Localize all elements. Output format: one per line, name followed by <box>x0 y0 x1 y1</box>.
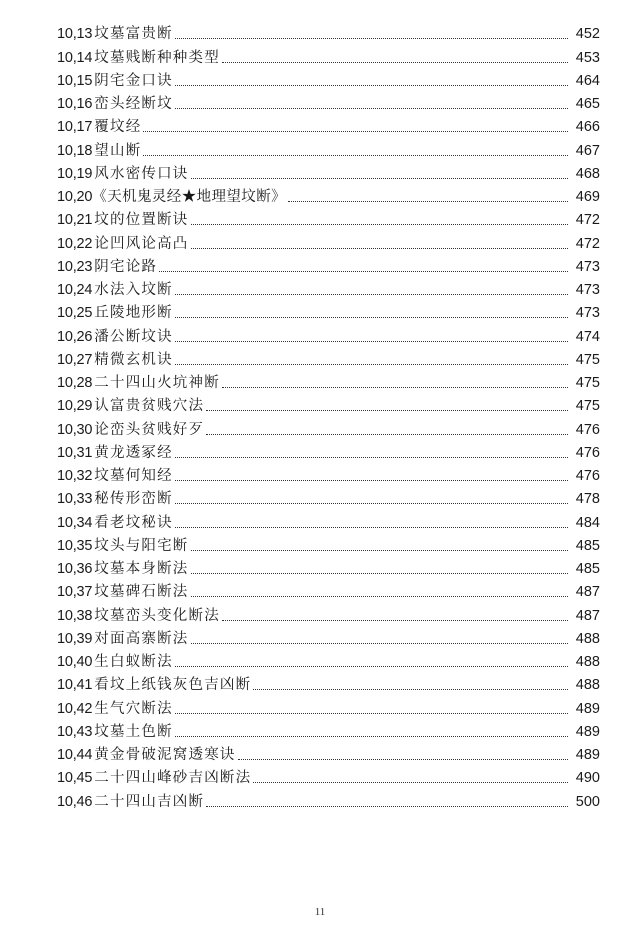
entry-title: 黄龙透冢经 <box>94 444 173 461</box>
entry-page: 484 <box>575 514 600 531</box>
entry-page: 489 <box>575 747 600 763</box>
entry-page: 467 <box>575 142 600 159</box>
entry-page: 473 <box>575 282 600 298</box>
entry-number: 10,18 <box>57 142 93 159</box>
toc-entry <box>57 43 600 66</box>
entry-number: 10,46 <box>57 793 93 810</box>
entry-page: 476 <box>575 444 600 461</box>
dot-leader <box>206 434 568 435</box>
dot-leader <box>159 271 568 272</box>
toc-entry <box>57 369 600 392</box>
toc-entry <box>57 718 600 741</box>
toc-entry <box>57 299 600 322</box>
dot-leader <box>175 38 568 39</box>
entry-number: 10,42 <box>57 700 93 717</box>
dot-leader <box>175 736 568 737</box>
dot-leader <box>175 294 568 295</box>
entry-page: 466 <box>575 119 600 136</box>
entry-title: 论凹风论高凸 <box>94 235 189 252</box>
dot-leader <box>143 131 568 132</box>
toc-entry <box>57 578 600 601</box>
entry-number: 10,43 <box>57 723 93 740</box>
dot-leader <box>253 689 568 690</box>
entry-number: 10,39 <box>57 630 93 647</box>
dot-leader <box>175 108 568 109</box>
entry-number: 10,40 <box>57 654 93 670</box>
entry-number: 10,14 <box>57 49 93 66</box>
dot-leader <box>222 62 568 63</box>
entry-page: 476 <box>575 421 600 438</box>
entry-title: 风水密传口诀 <box>94 165 189 182</box>
toc-entry <box>57 90 600 113</box>
dot-leader <box>238 759 568 760</box>
entry-page: 472 <box>575 235 600 252</box>
entry-title: 坟墓碑石断法 <box>94 584 189 601</box>
toc-entry <box>57 253 600 276</box>
dot-leader <box>206 410 568 411</box>
entry-number: 10,17 <box>57 119 93 136</box>
toc-entry <box>57 439 600 462</box>
dot-leader <box>143 155 568 156</box>
entry-page: 469 <box>575 189 600 205</box>
entry-page: 490 <box>575 770 600 787</box>
entry-number: 10,37 <box>57 584 93 601</box>
entry-title: 《天机鬼灵经★地理望坟断》 <box>92 189 286 205</box>
page-number: 11 <box>314 906 326 918</box>
entry-number: 10,29 <box>57 398 93 415</box>
dot-leader <box>175 364 568 365</box>
entry-title: 阴宅论路 <box>94 258 158 275</box>
toc-entry <box>57 229 600 252</box>
entry-title: 二十四山吉凶断 <box>94 793 205 810</box>
dot-leader <box>175 85 568 86</box>
entry-number: 10,20 <box>57 189 93 205</box>
toc-entry <box>57 346 600 369</box>
toc-entry <box>57 648 600 671</box>
entry-title: 潘公断坟诀 <box>94 328 173 345</box>
dot-leader <box>175 503 568 504</box>
entry-title: 坟的位置断诀 <box>94 212 189 229</box>
entry-number: 10,16 <box>57 96 93 112</box>
toc-entry <box>57 276 600 299</box>
entry-title: 覆坟经 <box>94 119 142 136</box>
toc-entry <box>57 764 600 787</box>
dot-leader <box>191 573 569 574</box>
dot-leader <box>253 782 568 783</box>
toc-entry <box>57 625 600 648</box>
toc-entry <box>57 508 600 531</box>
entry-title: 丘陵地形断 <box>94 305 173 322</box>
entry-title: 秘传形峦断 <box>94 491 173 508</box>
entry-page: 485 <box>575 561 600 577</box>
entry-number: 10,15 <box>57 72 93 89</box>
entry-title: 黄金骨破泥窝透寒诀 <box>94 747 236 763</box>
entry-page: 488 <box>575 677 600 694</box>
toc-entry <box>57 694 600 717</box>
toc-entry <box>57 392 600 415</box>
entry-page: 485 <box>575 537 600 554</box>
entry-page: 487 <box>575 584 600 601</box>
entry-page: 475 <box>575 351 600 368</box>
entry-number: 10,30 <box>57 421 93 438</box>
entry-title: 对面高寨断法 <box>94 630 189 647</box>
entry-title: 生气穴断法 <box>94 700 173 717</box>
entry-page: 473 <box>575 258 600 275</box>
entry-title: 生白蚁断法 <box>94 654 173 670</box>
toc-entry <box>57 322 600 345</box>
entry-page: 488 <box>575 654 600 670</box>
entry-title: 看坟上纸钱灰色吉凶断 <box>94 677 252 694</box>
toc-entry <box>57 787 600 810</box>
entry-title: 二十四山火坑神断 <box>94 375 220 391</box>
entry-title: 阴宅金口诀 <box>94 72 173 89</box>
entry-number: 10,13 <box>57 26 93 43</box>
entry-number: 10,25 <box>57 305 93 322</box>
entry-page: 464 <box>575 72 600 89</box>
entry-number: 10,33 <box>57 491 93 508</box>
entry-page: 487 <box>575 607 600 624</box>
entry-number: 10,35 <box>57 537 93 554</box>
toc-entry <box>57 67 600 90</box>
entry-title: 坟墓富贵断 <box>94 26 173 43</box>
dot-leader <box>222 620 568 621</box>
entry-number: 10,44 <box>57 747 93 763</box>
entry-number: 10,38 <box>57 607 93 624</box>
entry-title: 水法入坟断 <box>94 282 173 298</box>
entry-page: 453 <box>575 49 600 66</box>
entry-page: 475 <box>575 375 600 391</box>
entry-number: 10,26 <box>57 328 93 345</box>
toc-entry <box>57 183 600 206</box>
entry-page: 468 <box>575 165 600 182</box>
dot-leader <box>175 666 568 667</box>
dot-leader <box>191 550 569 551</box>
entry-title: 论峦头贫贱好歹 <box>94 421 205 438</box>
dot-leader <box>288 201 568 202</box>
entry-title: 峦头经断坟 <box>94 96 173 112</box>
entry-number: 10,34 <box>57 514 93 531</box>
dot-leader <box>191 178 569 179</box>
entry-number: 10,24 <box>57 282 93 298</box>
toc-entry <box>57 136 600 159</box>
entry-number: 10,28 <box>57 375 93 391</box>
entry-number: 10,21 <box>57 212 93 229</box>
toc-entry <box>57 462 600 485</box>
entry-title: 坟墓贱断种种类型 <box>94 49 220 66</box>
entry-number: 10,45 <box>57 770 93 787</box>
entry-page: 474 <box>575 328 600 345</box>
entry-number: 10,31 <box>57 444 93 461</box>
entry-title: 看老坟秘诀 <box>94 514 173 531</box>
entry-page: 478 <box>575 491 600 508</box>
entry-title: 精微玄机诀 <box>94 351 173 368</box>
toc-entry <box>57 113 600 136</box>
dot-leader <box>175 457 568 458</box>
dot-leader <box>175 480 568 481</box>
entry-title: 坟墓峦头变化断法 <box>94 607 220 624</box>
dot-leader <box>175 341 568 342</box>
entry-page: 500 <box>575 793 600 810</box>
entry-title: 坟头与阳宅断 <box>94 537 189 554</box>
entry-number: 10,32 <box>57 468 93 484</box>
toc-entry <box>57 415 600 438</box>
entry-number: 10,36 <box>57 561 93 577</box>
toc-entry <box>57 741 600 764</box>
entry-page: 472 <box>575 212 600 229</box>
entry-title: 坟墓何知经 <box>94 468 173 484</box>
toc-entry <box>57 485 600 508</box>
entry-page: 488 <box>575 630 600 647</box>
toc-entry <box>57 206 600 229</box>
dot-leader <box>191 224 569 225</box>
entry-page: 465 <box>575 96 600 112</box>
entry-page: 452 <box>575 26 600 43</box>
entry-page: 475 <box>575 398 600 415</box>
entry-title: 望山断 <box>94 142 142 159</box>
entry-title: 认富贵贫贱穴法 <box>94 398 205 415</box>
entry-number: 10,27 <box>57 351 93 368</box>
dot-leader <box>175 527 568 528</box>
toc-entry <box>57 555 600 578</box>
dot-leader <box>222 387 568 388</box>
toc-entry <box>57 671 600 694</box>
dot-leader <box>206 806 568 807</box>
dot-leader <box>191 596 569 597</box>
entry-number: 10,19 <box>57 165 93 182</box>
entry-number: 10,23 <box>57 258 93 275</box>
entry-page: 489 <box>575 723 600 740</box>
dot-leader <box>191 248 569 249</box>
entry-page: 473 <box>575 305 600 322</box>
toc-entry <box>57 601 600 624</box>
entry-title: 坟墓本身断法 <box>94 561 189 577</box>
entry-page: 489 <box>575 700 600 717</box>
entry-page: 476 <box>575 468 600 484</box>
table-of-contents <box>57 20 600 811</box>
toc-entry <box>57 20 600 43</box>
entry-title: 二十四山峰砂吉凶断法 <box>94 770 252 787</box>
entry-number: 10,22 <box>57 235 93 252</box>
dot-leader <box>191 643 569 644</box>
dot-leader <box>175 317 568 318</box>
entry-number: 10,41 <box>57 677 93 694</box>
toc-entry <box>57 160 600 183</box>
toc-entry <box>57 532 600 555</box>
dot-leader <box>175 713 568 714</box>
entry-title: 坟墓土色断 <box>94 723 173 740</box>
